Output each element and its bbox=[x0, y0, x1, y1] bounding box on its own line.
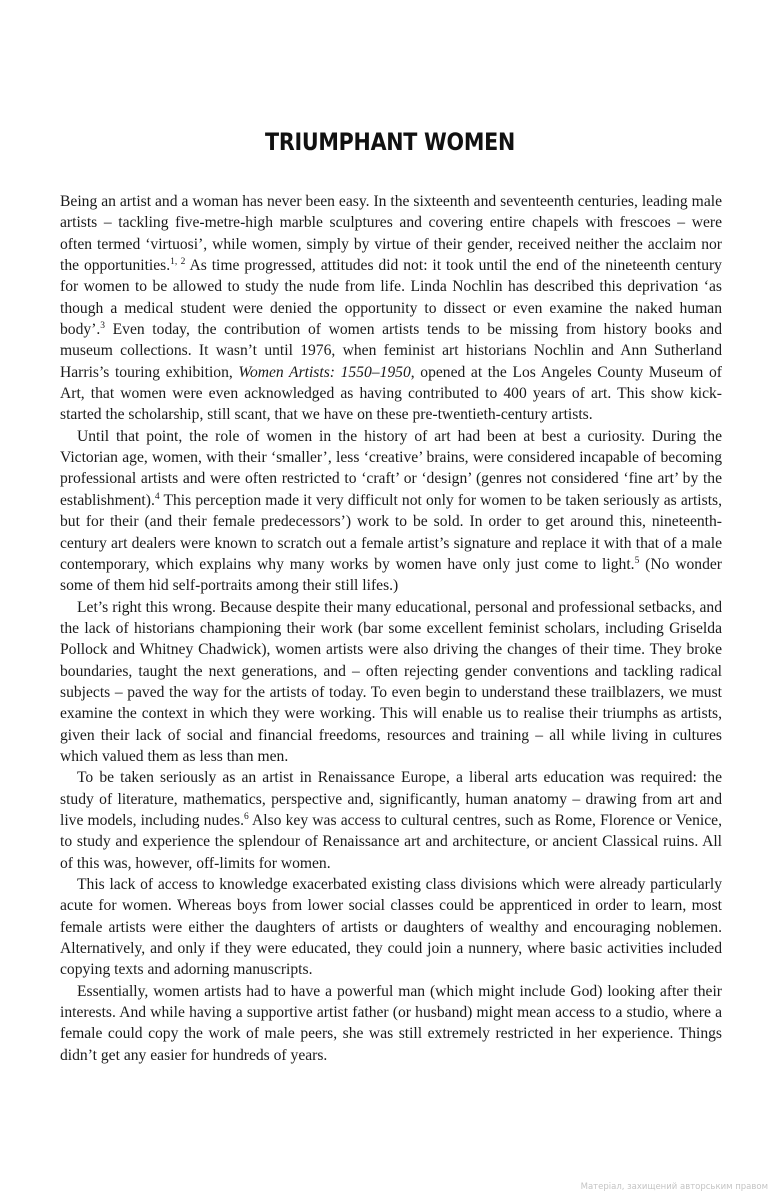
footnote-ref: 5 bbox=[634, 555, 640, 566]
paragraph bbox=[60, 426, 722, 597]
body-text bbox=[60, 191, 722, 1066]
footnote-ref: 1, 2 bbox=[170, 257, 186, 268]
copyright-watermark: Матеріал, захищений авторським правом bbox=[580, 1182, 768, 1192]
text-run: , opened at the Los Angeles County Museum of Art, that women were even acknowledged as having contributed to 400 years of art. This show kick-started the scholarship, still scant, that we have on these pre-twentieth-century artists. bbox=[60, 363, 722, 424]
paragraph bbox=[60, 191, 722, 426]
paragraph bbox=[60, 767, 722, 874]
page-title: TRIUMPHANT WOMEN bbox=[265, 128, 515, 156]
text-run: To be taken seriously as an artist in Renaissance Europe, a liberal arts education was required: the study of literature, mathematics, perspective and, significantly, human anatomy – drawing from art and live models, including nudes. bbox=[60, 769, 722, 829]
text-run: As time progressed, attitudes did not: it took until the end of the nineteenth century for women to be allowed to study the nude from life. Linda Nochlin has described this deprivation ‘as though a medical student were denied the opportunity to dissect or even examine the naked human body’. bbox=[60, 257, 722, 339]
text-run: Being an artist and a woman has never been easy. In the sixteenth and seventeenth centuries, leading male artists – tackling five-metre-high marble sculptures and covering entire chapels with frescoes – were often termed ‘virtuosi’, while women, simply by virtue of their gender, received neither the acclaim nor the opportunities. bbox=[60, 193, 722, 275]
paragraph bbox=[60, 597, 722, 768]
text-run: This lack of access to knowledge exacerbated existing class divisions which were already particularly acute for women. Whereas boys from lower social classes could be apprenticed in order to learn, most female artists were either the daughters of artists or daughters of wealthy and encouraging noblemen. Alternatively, and only if they were educated, they could join a nunnery, where basic activities included copying texts and adorning manuscripts. bbox=[60, 876, 722, 979]
footnote-ref: 6 bbox=[243, 811, 249, 822]
text-run: Essentially, women artists had to have a powerful man (which might include God) looking after their interests. And while having a supportive artist father (or husband) might mean access to a studio, where a female could copy the work of male peers, she was still extremely restricted in her experience. Things didn’t get any easier for hundreds of years. bbox=[60, 982, 722, 1064]
text-run: Even today, the contribution of women artists tends to be missing from history books and museum collections. It wasn’t until 1976, when feminist art historians Nochlin and Ann Sutherland Harris’s touring exhibition, bbox=[60, 321, 722, 381]
footnote-ref: 4 bbox=[154, 491, 160, 502]
text-run: Let’s right this wrong. Because despite their many educational, personal and professional setbacks, and the lack of historians championing their work (bar some excellent feminist scholars, including Griselda Pollock and Whitney Chadwick), women artists were also driving the changes of their time. They broke boundaries, taught the next generations, and – often rejecting gender conventions and tackling radical subjects – paved the way for the artists of today. To even begin to understand these trailblazers, we must examine the context in which they were working. This will enable us to realise their triumphs as artists, given their lack of social and financial freedoms, resources and training – all while living in cultures which valued them as less than men. bbox=[60, 598, 722, 765]
text-run: Until that point, the role of women in the history of art had been at best a curiosity. During the Victorian age, women, with their ‘smaller’, less ‘creative’ brains, were considered incapable of becoming professional artists and were often restricted to ‘craft’ or ‘design’ (genres not considered ‘fine art’ by the establishment). bbox=[60, 427, 722, 509]
footnote-ref: 3 bbox=[100, 321, 106, 332]
text-run: (No wonder some of them hid self-portraits among their still lifes.) bbox=[60, 555, 722, 595]
text-run: This perception made it very difficult not only for women to be taken seriously as artists, but for their (and their female predecessors’) work to be sold. In order to get around this, nineteenth-century art dealers were known to scratch out a female artist’s signature and replace it with that of a male contemporary, which explains why many works by women have only just come to light. bbox=[60, 491, 722, 573]
text-run: Also key was access to cultural centres, such as Rome, Florence or Venice, to study and experience the splendour of Renaissance art and architecture, or ancient Classical ruins. All of this was, however, off-limits for women. bbox=[60, 811, 722, 872]
paragraph bbox=[60, 981, 722, 1066]
paragraph bbox=[60, 874, 722, 981]
exhibition-title: Women Artists: 1550–1950 bbox=[238, 363, 411, 381]
